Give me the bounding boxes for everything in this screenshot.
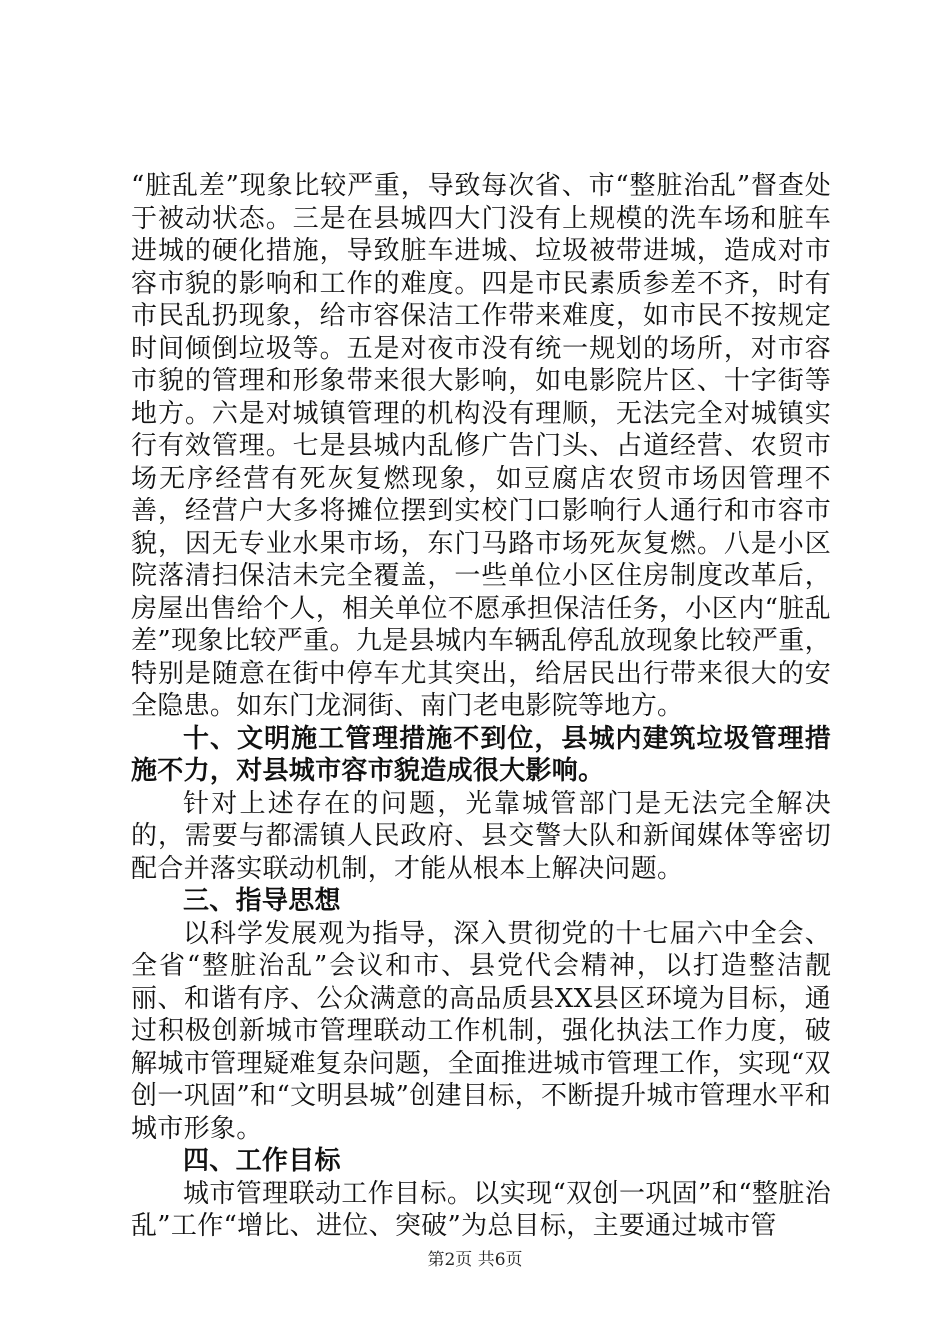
section-heading-guiding-ideology: 三、指导思想 <box>183 886 341 916</box>
paragraph-problems-continued: “脏乱差”现象比较严重，导致每次省、市“整脏治乱”督查处于被动状态。三是在县城四大门没有上规模的洗车场和脏车进城的硬化措施，导致脏车进城、垃圾被带进城，造成对市容市貌的影响和工作的难度。四是市民素质参差不齐，时有市民乱扔现象，给市容保洁工作带来难度，如市民不按规定时间倾倒垃圾等。五是对夜市没有统一规划的场所，对市容市貌的管理和形象带来很大影响，如电影院片区、十字街等地方。六是对城镇管理的机构没有理顺，无法完全对城镇实行有效管理。七是县城内乱修广告门头、占道经营、农贸市场无序经营有死灰复燃现象，如豆腐店农贸市场因管理不善，经营户大多将摊位摆到实校门口影响行人通行和市容市貌，因无专业水果市场，东门马路市场死灰复燃。八是小区院落清扫保洁未完全覆盖，一些单位小区住房制度改革后，房屋出售给个人，相关单位不愿承担保洁任务，小区内“脏乱差”现象比较严重。九是县城内车辆乱停乱放现象比较严重，特别是随意在街中停车尤其突出，给居民出行带来很大的安全隐患。如东门龙洞街、南门老电影院等地方。 <box>131 171 831 721</box>
document-body <box>131 170 831 1243</box>
section-heading-work-goals: 四、工作目标 <box>183 1146 341 1176</box>
paragraph-summary: 针对上述存在的问题，光靠城管部门是无法完全解决的，需要与都濡镇人民政府、县交警大队和新闻媒体等密切配合并落实联动机制，才能从根本上解决问题。 <box>131 788 831 884</box>
page-number-footer: 第2页 共6页 <box>427 1250 523 1270</box>
paragraph-guiding-ideology: 以科学发展观为指导，深入贯彻党的十七届六中全会、全省“整脏治乱”会议和市、县党代会精神，以打造整洁靓丽、和谐有序、公众满意的高品质县XX县区环境为目标，通过积极创新城市管理联动工作机制，强化执法工作力度，破解城市管理疑难复杂问题，全面推进城市管理工作，实现“双创一巩固”和“文明县城”创建目标，不断提升城市管理水平和城市形象。 <box>131 918 831 1144</box>
paragraph-item-ten: 十、文明施工管理措施不到位，县城内建筑垃圾管理措施不力，对县城市容市貌造成很大影响。 <box>131 723 831 786</box>
paragraph-work-goals: 城市管理联动工作目标。以实现“双创一巩固”和“整脏治乱”工作“增比、进位、突破”为总目标，主要通过城市管 <box>131 1178 831 1241</box>
